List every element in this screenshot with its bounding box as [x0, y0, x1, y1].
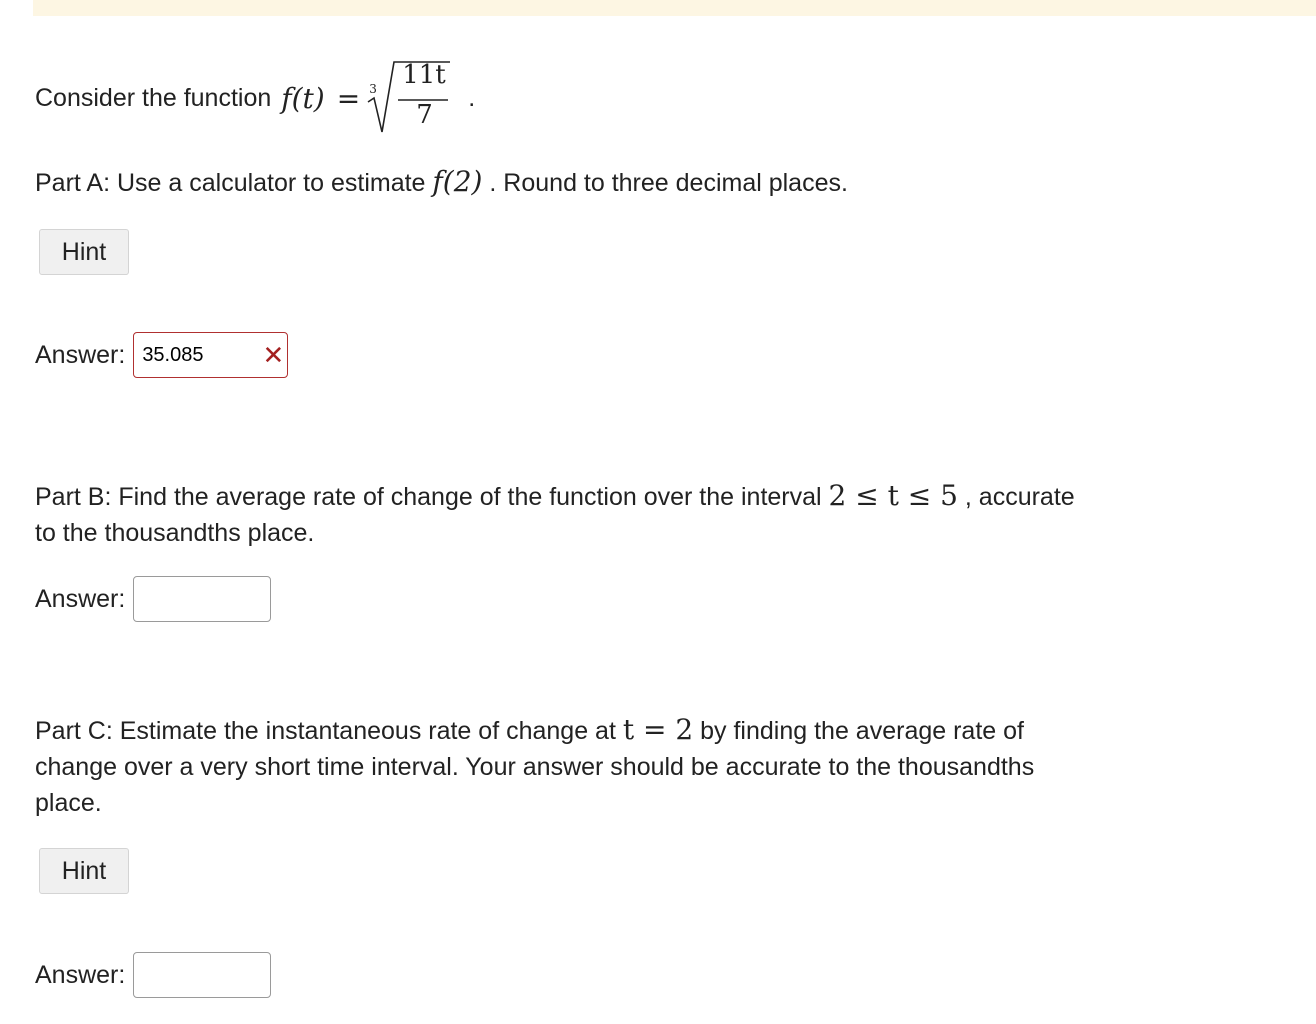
root-index: 3: [369, 82, 377, 96]
part-a-hint-button[interactable]: Hint: [39, 229, 129, 275]
top-banner: [33, 0, 1316, 16]
part-b-text-after: , accurate: [964, 483, 1075, 511]
part-a-math: f(2): [432, 165, 483, 198]
part-a-answer-row: [35, 332, 288, 378]
part-c-hint-button[interactable]: Hint: [39, 848, 129, 894]
part-a-text-before: Part A: Use a calculator to estimate: [35, 169, 426, 197]
intro-text: Consider the function: [35, 83, 272, 112]
part-c-prompt: [35, 712, 1034, 821]
fraction-numerator: 11t: [402, 60, 446, 90]
part-b-prompt: [35, 478, 1075, 551]
function-statement: [35, 58, 475, 138]
statement-period: .: [468, 84, 476, 112]
part-c-line2: change over a very short time interval. Your answer should be accurate to the thousandths: [35, 753, 1035, 781]
part-b-line2: to the thousandths place.: [35, 519, 315, 547]
part-b-answer-label: Answer:: [35, 584, 126, 613]
part-c-answer-row: [35, 952, 271, 998]
part-a-answer-label: Answer:: [35, 340, 126, 369]
part-b-answer-row: [35, 576, 271, 622]
part-a-text-after: . Round to three decimal places.: [489, 169, 848, 197]
part-b-answer-input[interactable]: [133, 576, 271, 622]
equals-sign: =: [336, 81, 361, 115]
x-mark-icon: ✕: [262, 340, 285, 370]
fraction-denominator: 7: [416, 100, 433, 130]
part-b-text-before: Part B: Find the average rate of change of the function over the interval: [35, 483, 822, 511]
part-a-prompt: [35, 164, 848, 201]
part-b-math: 2 ≤ t ≤ 5: [828, 479, 958, 512]
part-c-line3: place.: [35, 789, 102, 817]
part-c-math: t = 2: [622, 713, 694, 746]
part-c-text-after: by finding the average rate of: [700, 717, 1024, 745]
part-c-answer-input[interactable]: [133, 952, 271, 998]
part-a-answer-wrapper: [133, 332, 288, 378]
part-c-answer-label: Answer:: [35, 960, 126, 989]
function-lhs: f(t): [281, 81, 325, 115]
cube-root-expression: [366, 58, 466, 138]
part-c-text-before: Part C: Estimate the instantaneous rate of change at: [35, 717, 616, 745]
